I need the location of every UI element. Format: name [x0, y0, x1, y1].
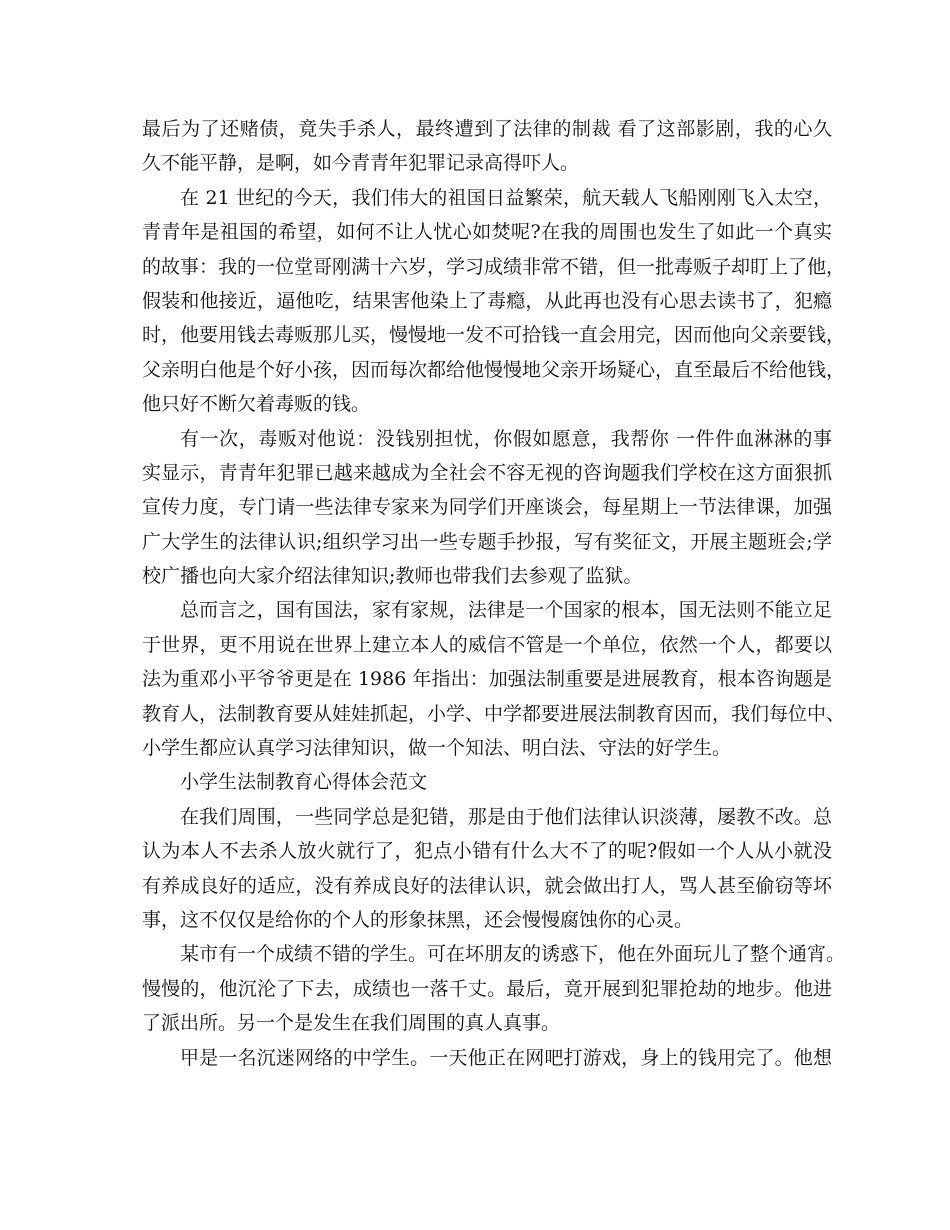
- paragraph: [142, 937, 846, 1040]
- text-line: 事，这不仅仅是给你的个人的形象抹黑，还会慢慢腐蚀你的心灵。: [142, 908, 694, 931]
- paragraph: [142, 181, 846, 422]
- text-line: 甲是一名沉迷网络的中学生。一天他正在网吧打游戏，身上的钱用完了。他想: [180, 1046, 832, 1069]
- text-line: 在我们周围，一些同学总是犯错，那是由于他们法律认识淡薄，屡教不改。总: [180, 805, 832, 828]
- text-line: 法为重邓小平爷爷更是在 1986 年指出：加强法制重要是进展教育，根本咨询题是: [142, 668, 832, 691]
- text-line: 假装和他接近，逼他吃，结果害他染上了毒瘾，从此再也没有心思去读书了，犯瘾: [142, 289, 832, 312]
- text-line: 时，他要用钱去毒贩那儿买，慢慢地一发不可拾钱一直会用完，因而他向父亲要钱，: [142, 324, 846, 347]
- text-line: 总而言之，国有国法，家有家规，法律是一个国家的根本，国无法则不能立足: [180, 599, 832, 622]
- text-line: 认为本人不去杀人放火就行了，犯点小错有什么大不了的呢?假如一个人从小就没: [142, 840, 832, 863]
- text-line: 教育人，法制教育要从娃娃抓起，小学、中学都要进展法制教育因而，我们每位中、: [142, 702, 846, 725]
- paragraph: [142, 800, 832, 938]
- paragraph: [142, 422, 832, 594]
- section-heading: [142, 765, 832, 799]
- text-line: 广大学生的法律认识;组织学习出一些专题手抄报，写有奖征文，开展主题班会;学: [142, 530, 832, 553]
- text-line: 了派出所。另一个是发生在我们周围的真人真事。: [142, 1012, 561, 1035]
- text-line: 他只好不断欠着毒贩的钱。: [142, 393, 371, 416]
- text-line: 宣传力度，专门请一些法律专家来为同学们开座谈会，每星期上一节法律课，加强: [142, 496, 832, 519]
- paragraph: [142, 1041, 832, 1075]
- paragraph: [142, 112, 832, 181]
- text-line: 小学生都应认真学习法律知识，做一个知法、明白法、守法的好学生。: [142, 737, 732, 760]
- text-line: 实显示，青青年犯罪已越来越成为全社会不容无视的咨询题我们学校在这方面狠抓: [142, 461, 832, 484]
- text-line: 的故事：我的一位堂哥刚满十六岁，学习成绩非常不错，但一批毒贩子却盯上了他，: [142, 255, 846, 278]
- text-line: 在 21 世纪的今天，我们伟大的祖国日益繁荣，航天载人飞船刚刚飞入太空，: [180, 186, 832, 209]
- text-line: 有养成良好的适应，没有养成良好的法律认识，就会做出打人，骂人甚至偷窃等坏: [142, 874, 832, 897]
- paragraph: [142, 593, 846, 765]
- text-line: 慢慢的，他沉沦了下去，成绩也一落千丈。最后，竟开展到犯罪抢劫的地步。他进: [142, 977, 832, 1000]
- text-line: 最后为了还赌债，竟失手杀人，最终遭到了法律的制裁 看了这部影剧，我的心久: [142, 118, 832, 140]
- text-line: 于世界，更不用说在世界上建立本人的威信不管是一个单位，依然一个人，都要以: [142, 633, 832, 656]
- text-line: 青青年是祖国的希望，如何不让人忧心如焚呢?在我的周围也发生了如此一个真实: [142, 221, 832, 244]
- text-line: 有一次，毒贩对他说：没钱别担忧，你假如愿意，我帮你 一件件血淋淋的事: [180, 427, 832, 450]
- text-line: 久不能平静，是啊，如今青青年犯罪记录高得吓人。: [142, 152, 580, 175]
- heading-text: 小学生法制教育心得体会范文: [180, 771, 428, 794]
- text-line: 校广播也向大家介绍法律知识;教师也带我们去参观了监狱。: [142, 565, 643, 588]
- document-page: [142, 112, 846, 1075]
- text-line: 父亲明白他是个好小孩，因而每次都给他慢慢地父亲开场疑心，直至最后不给他钱，: [142, 358, 846, 381]
- text-line: 某市有一个成绩不错的学生。可在坏朋友的诱惑下，他在外面玩儿了整个通宵。: [180, 943, 846, 966]
